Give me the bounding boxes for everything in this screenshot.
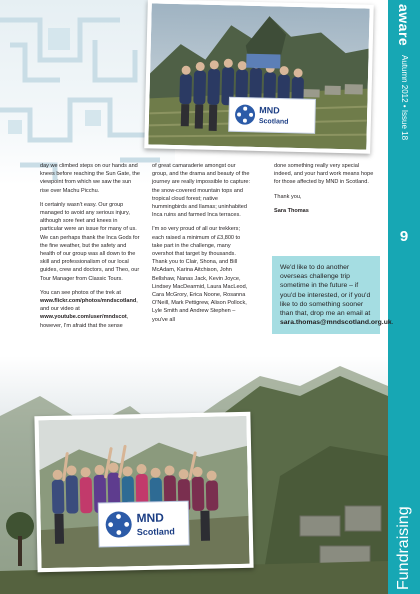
col1-text: You can see photos of the trek at bbox=[40, 289, 121, 296]
col1-text: , and our video at bbox=[40, 298, 138, 313]
col3-thank-you: Thank you, bbox=[274, 193, 302, 200]
svg-text:Scotland: Scotland bbox=[258, 118, 289, 126]
col1-paragraph-3 bbox=[40, 289, 140, 330]
article-column-1 bbox=[40, 162, 140, 336]
page-number: 9 bbox=[399, 228, 409, 245]
issue-line: Autumn 2012 • Issue 18 bbox=[400, 54, 409, 141]
machu-picchu-scene bbox=[148, 3, 369, 149]
section-label: Fundraising bbox=[395, 506, 412, 590]
col3-paragraph-1: done something really very special indeed, and your hard work means hope for those affected by MND in Scotland. bbox=[274, 163, 374, 186]
article-column-3 bbox=[274, 162, 377, 221]
callout-text-end: . bbox=[391, 319, 394, 327]
magazine-name: aware bbox=[396, 4, 412, 47]
col2-paragraph-2: I'm so very proud of all our trekkers; each raised a minimum of £3,800 to take part in the challenge, many overshot that target by thousands. Thank you to Clair, Shona, and Bill McAdam, Karina Aitchison, John Bellshaw, Nanas Jack, Kevin Joyce, Lindsey MacDearmid, Laura MacLeod, Cara McGrory, Erica Noone, Rosanna O'Neill, Mark Pettigrew, Alison Pollock, Lyle Smith and Andrew Stephen – you've all bbox=[152, 226, 248, 323]
col1-paragraph-1: day we climbed steps on our hands and knees before reaching the Sun Gate, the viewpoint from which we saw the sun rise over Machu Picchu. bbox=[40, 163, 140, 194]
photo-trekkers-group bbox=[34, 412, 253, 572]
callout-text: We'd like to do another overseas challenge trip sometime in the future – if you'd be interested, or if you'd like to do something sooner than that, drop me an email at bbox=[280, 264, 371, 318]
col1-paragraph-2: It certainly wasn't easy. Our group managed to avoid any serious injury, although sore feet and knees in particular were an issue for many of us. We can perhaps thank the Inca Gods for the fine weather, but the safety and health of our group was all down to the skill and professionalism of our local guides, crew and doctors, and Theo, our Tour Manager from Classic Tours. bbox=[40, 201, 140, 282]
photo-machu-picchu-group bbox=[144, 0, 374, 154]
mnd-banner-bottom bbox=[98, 501, 189, 547]
signature: Sara Thomas bbox=[274, 207, 309, 214]
contact-email-link[interactable]: sara.thomas@mndscotland.org.uk bbox=[280, 319, 392, 327]
article-column-2 bbox=[152, 162, 252, 330]
banner-line-2: Scotland bbox=[136, 526, 175, 538]
banner-line-1: MND bbox=[136, 510, 165, 526]
callout-box bbox=[272, 256, 394, 334]
trekkers-scene bbox=[38, 416, 249, 568]
mnd-banner-top bbox=[229, 97, 316, 133]
svg-text:MND: MND bbox=[259, 105, 280, 116]
youtube-link[interactable]: www.youtube.com/user/mndscot bbox=[40, 314, 127, 321]
flickr-link[interactable]: www.flickr.com/photos/mndscotland bbox=[40, 298, 137, 305]
col1-text: , however, I'm afraid that the sense bbox=[40, 314, 129, 329]
col2-paragraph-1: of great camaraderie amongst our group, and the drama and beauty of the journey are really impossible to capture: the snow-covered mountain tops and tropical cloud forest; native hummingbirds and llamas; uninhabited Inca ruins and farmed Inca terraces. bbox=[152, 163, 251, 219]
